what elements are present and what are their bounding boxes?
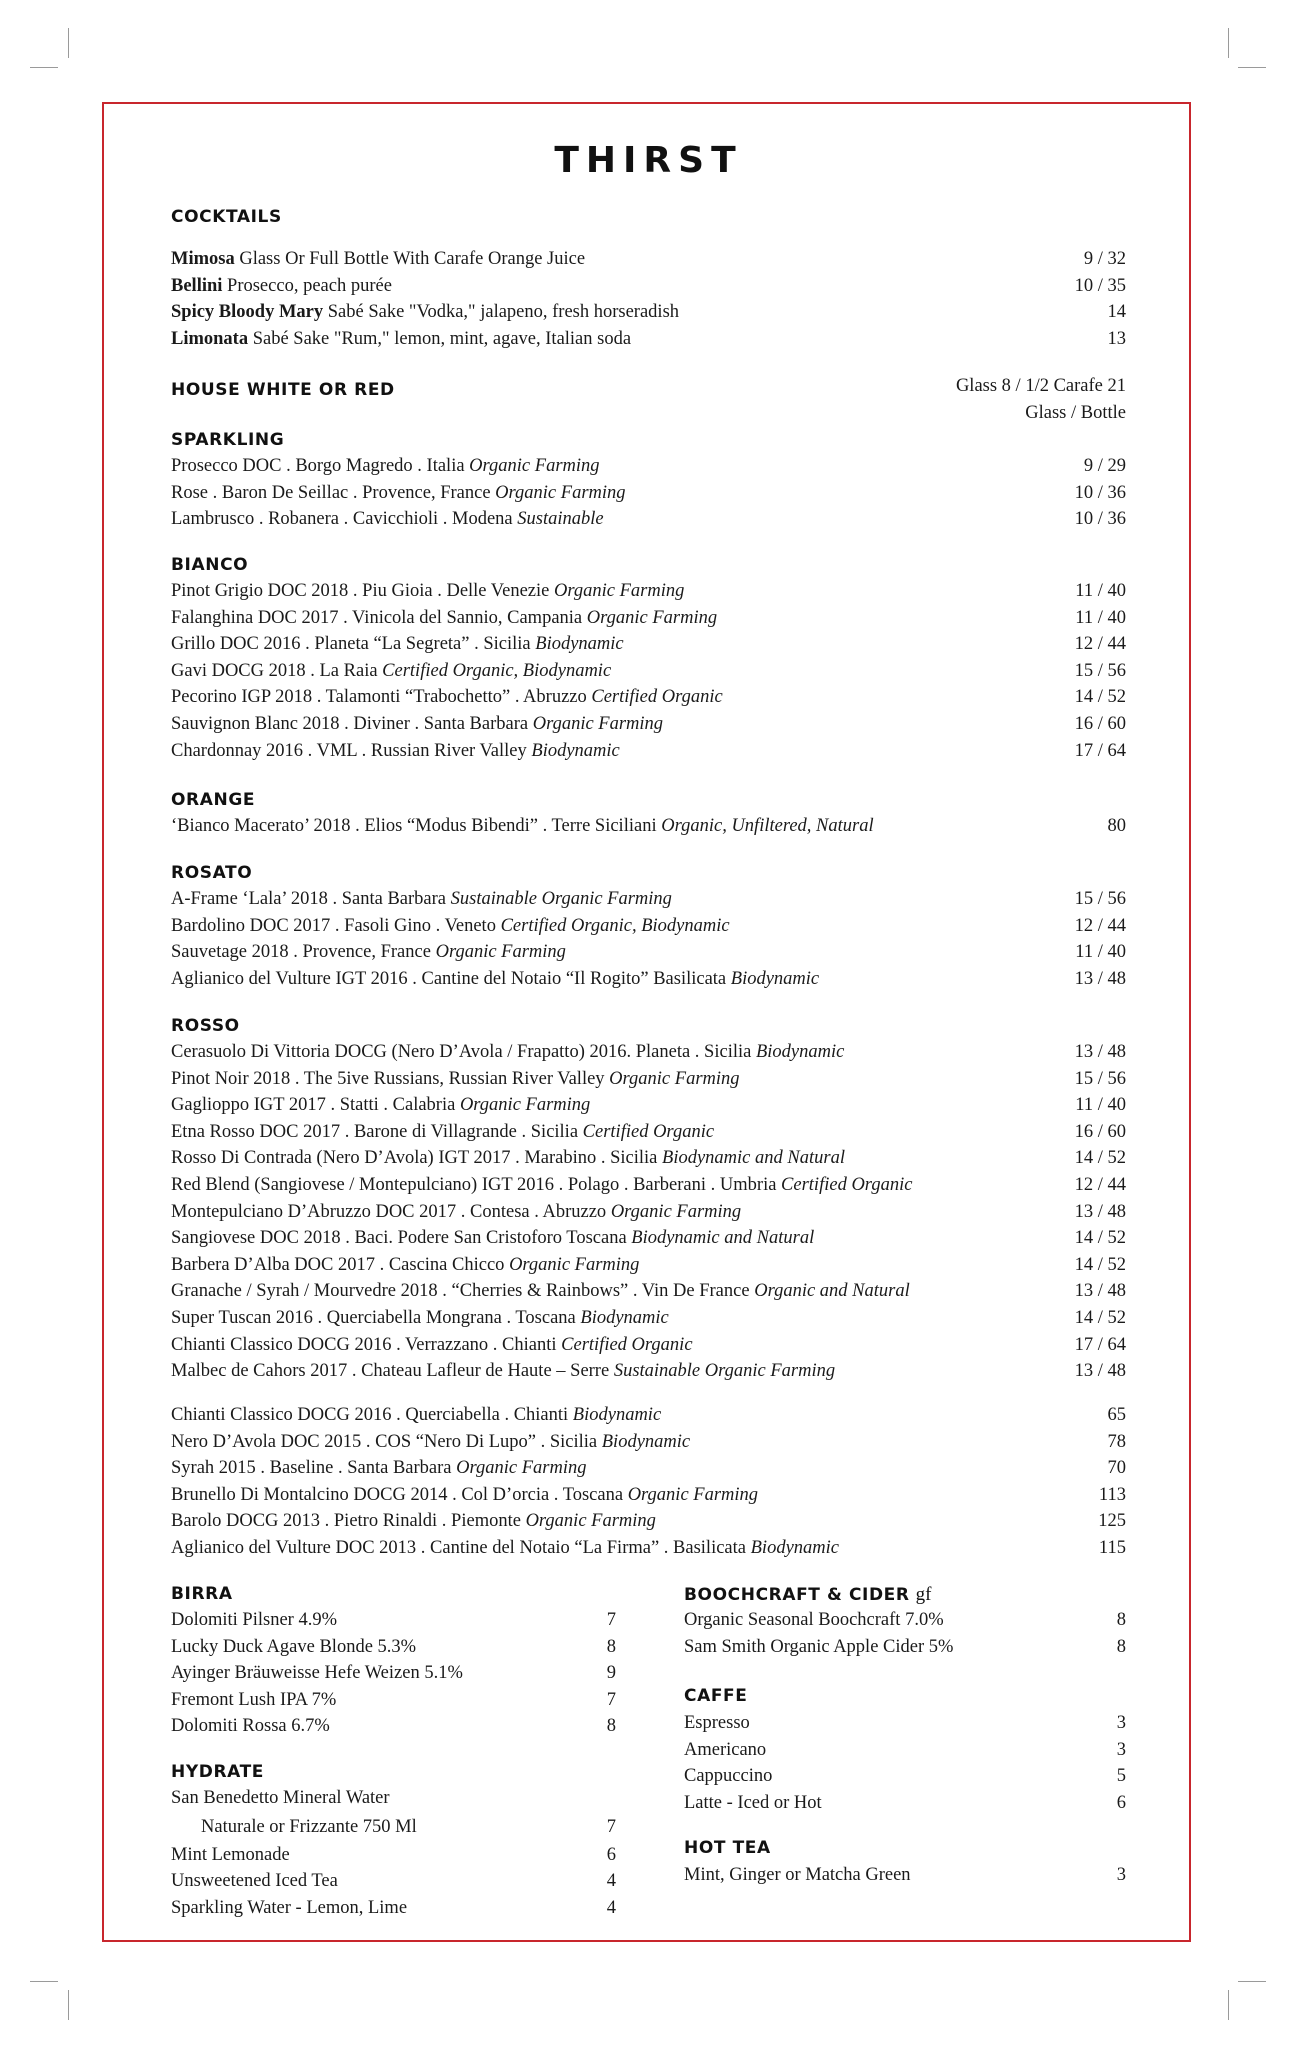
menu-item: Super Tuscan 2016 . Querciabella Mongrana . Toscana Biodynamic 14 / 52 xyxy=(171,1307,1126,1328)
menu-item: Chianti Classico DOCG 2016 . Verrazzano . Chianti Certified Organic 17 / 64 xyxy=(171,1334,1126,1355)
menu-item: Aglianico del Vulture IGT 2016 . Cantine del Notaio “Il Rogito” Basilicata Biodynamic 13 / 48 xyxy=(171,968,1126,989)
menu-item: Fremont Lush IPA 7% 7 xyxy=(171,1689,616,1710)
menu-item: Dolomiti Pilsner 4.9% 7 xyxy=(171,1610,616,1630)
sparkling-list xyxy=(171,453,1126,533)
menu-item: Chardonnay 2016 . VML . Russian River Valley Biodynamic 17 / 64 xyxy=(171,740,1126,761)
crop-mark xyxy=(1238,1981,1266,1982)
menu-item: Gaglioppo IGT 2017 . Statti . Calabria Organic Farming 11 / 40 xyxy=(171,1095,1126,1116)
menu-item: Gavi DOCG 2018 . La Raia Certified Organic, Biodynamic 15 / 56 xyxy=(171,660,1126,681)
menu-item: Rosso Di Contrada (Nero D’Avola) IGT 2017 . Marabino . Sicilia Biodynamic and Natural 14 / 52 xyxy=(171,1148,1126,1169)
menu-item: Spicy Bloody Mary Sabé Sake "Vodka," jalapeno, fresh horseradish 14 xyxy=(171,302,1126,323)
menu-item: Granache / Syrah / Mourvedre 2018 . “Cherries & Rainbows” . Vin De France Organic and Natural 13 / 48 xyxy=(171,1281,1126,1302)
menu-item: Pinot Grigio DOC 2018 . Piu Gioia . Delle Venezie Organic Farming 11 / 40 xyxy=(171,581,1126,601)
house-price-block xyxy=(956,373,1126,427)
menu-item: Nero D’Avola DOC 2015 . COS “Nero Di Lupo” . Sicilia Biodynamic 78 xyxy=(171,1431,1126,1452)
crop-mark xyxy=(68,28,69,58)
menu-item: Sauvetage 2018 . Provence, France Organic Farming 11 / 40 xyxy=(171,942,1126,963)
menu-item: Cerasuolo Di Vittoria DOCG (Nero D’Avola / Frapatto) 2016. Planeta . Sicilia Biodynamic 13 / 48 xyxy=(171,1042,1126,1062)
menu-item: San Benedetto Mineral Water xyxy=(171,1788,390,1808)
menu-item: Red Blend (Sangiovese / Montepulciano) IGT 2016 . Polago . Barberani . Umbria Certified Organic 12 / 44 xyxy=(171,1174,1126,1195)
section-heading-sparkling: SPARKLING xyxy=(171,430,285,450)
menu-item: Pinot Noir 2018 . The 5ive Russians, Russian River Valley Organic Farming 15 / 56 xyxy=(171,1068,1126,1089)
section-heading-bianco: BIANCO xyxy=(171,555,249,575)
house-price: Glass 8 / 1/2 Carafe 21 xyxy=(955,376,1126,396)
rosato-list xyxy=(171,886,1126,992)
orange-list xyxy=(171,813,1126,840)
menu-item: Pecorino IGP 2018 . Talamonti “Trabochetto” . Abruzzo Certified Organic 14 / 52 xyxy=(171,687,1126,708)
menu-item: Brunello Di Montalcino DOCG 2014 . Col D’orcia . Toscana Organic Farming 113 xyxy=(171,1484,1126,1505)
crop-mark xyxy=(30,67,58,68)
menu-item: Organic Seasonal Boochcraft 7.0% 8 xyxy=(684,1610,1126,1630)
section-heading-orange: ORANGE xyxy=(171,790,256,810)
menu-item: Syrah 2015 . Baseline . Santa Barbara Organic Farming 70 xyxy=(171,1458,1126,1479)
menu-item: Limonata Sabé Sake "Rum," lemon, mint, agave, Italian soda 13 xyxy=(171,328,1126,349)
menu-item: Dolomiti Rossa 6.7% 8 xyxy=(171,1716,616,1737)
rosso-list xyxy=(171,1039,1126,1385)
birra-list xyxy=(171,1607,616,1740)
menu-item: Lucky Duck Agave Blonde 5.3% 8 xyxy=(171,1636,616,1657)
menu-item: Cappuccino 5 xyxy=(684,1766,1126,1787)
menu-item: Etna Rosso DOC 2017 . Barone di Villagrande . Sicilia Certified Organic 16 / 60 xyxy=(171,1121,1126,1142)
glass-bottle-label: Glass / Bottle xyxy=(1025,403,1126,423)
menu-item: Barolo DOCG 2013 . Pietro Rinaldi . Piemonte Organic Farming 125 xyxy=(171,1511,1126,1532)
menu-item: Falanghina DOC 2017 . Vinicola del Sannio, Campania Organic Farming 11 / 40 xyxy=(171,607,1126,628)
menu-item: Naturale or Frizzante 750 Ml 7 xyxy=(201,1816,616,1837)
hydrate-list xyxy=(171,1785,616,1921)
section-heading-rosato: ROSATO xyxy=(171,863,253,883)
crop-mark xyxy=(1228,28,1229,58)
menu-item: Chianti Classico DOCG 2016 . Querciabella . Chianti Biodynamic 65 xyxy=(171,1405,1126,1425)
menu-item: Bellini Prosecco, peach purée 10 / 35 xyxy=(171,275,1126,296)
section-heading-house: HOUSE WHITE OR RED xyxy=(171,380,395,400)
menu-item: Sparkling Water - Lemon, Lime 4 xyxy=(171,1897,616,1918)
menu-item: Malbec de Cahors 2017 . Chateau Lafleur de Haute – Serre Sustainable Organic Farming 13 / 48 xyxy=(171,1361,1126,1382)
rosso-bottle-list xyxy=(171,1402,1126,1562)
cocktails-list xyxy=(171,246,1126,352)
menu-item: Latte - Iced or Hot 6 xyxy=(684,1792,1126,1813)
menu-item: Barbera D’Alba DOC 2017 . Cascina Chicco Organic Farming 14 / 52 xyxy=(171,1254,1126,1275)
boochcraft-heading: BOOCHCRAFT & CIDER xyxy=(684,1585,910,1605)
boochcraft-list xyxy=(684,1607,1126,1660)
crop-mark xyxy=(1228,1990,1229,2020)
menu-item: Americano 3 xyxy=(684,1739,1126,1760)
section-heading-hydrate: HYDRATE xyxy=(171,1762,264,1782)
menu-item: Mint, Ginger or Matcha Green 3 xyxy=(684,1865,1126,1885)
menu-item: Mint Lemonade 6 xyxy=(171,1844,616,1865)
section-heading-caffe: CAFFE xyxy=(684,1686,748,1706)
section-heading-cocktails: COCKTAILS xyxy=(171,207,282,227)
menu-item: A-Frame ‘Lala’ 2018 . Santa Barbara Sustainable Organic Farming 15 / 56 xyxy=(171,889,1126,909)
menu-item: Prosecco DOC . Borgo Magredo . Italia Organic Farming 9 / 29 xyxy=(171,456,1126,476)
menu-item: Rose . Baron De Seillac . Provence, France Organic Farming 10 / 36 xyxy=(171,482,1126,503)
caffe-list xyxy=(684,1710,1126,1816)
crop-mark xyxy=(68,1990,69,2020)
menu-item: Sauvignon Blanc 2018 . Diviner . Santa Barbara Organic Farming 16 / 60 xyxy=(171,713,1126,734)
menu-item: Sangiovese DOC 2018 . Baci. Podere San Cristoforo Toscana Biodynamic and Natural 14 / 52 xyxy=(171,1228,1126,1249)
menu-item: Ayinger Bräuweisse Hefe Weizen 5.1% 9 xyxy=(171,1663,616,1684)
section-heading-hot-tea: HOT TEA xyxy=(684,1838,771,1858)
menu-item: Unsweetened Iced Tea 4 xyxy=(171,1871,616,1892)
menu-item: ‘Bianco Macerato’ 2018 . Elios “Modus Bibendi” . Terre Siciliani Organic, Unfiltered, Natural 80 xyxy=(171,816,1126,836)
menu-item: Grillo DOC 2016 . Planeta “La Segreta” . Sicilia Biodynamic 12 / 44 xyxy=(171,634,1126,655)
section-heading-boochcraft xyxy=(684,1584,931,1606)
menu-title: THIRST xyxy=(554,140,743,181)
menu-item: Lambrusco . Robanera . Cavicchioli . Modena Sustainable 10 / 36 xyxy=(171,509,1126,530)
menu-item: Mimosa Glass Or Full Bottle With Carafe Orange Juice 9 / 32 xyxy=(171,249,1126,269)
crop-mark xyxy=(30,1981,58,1982)
bianco-list xyxy=(171,578,1126,764)
menu-item: Aglianico del Vulture DOC 2013 . Cantine del Notaio “La Firma” . Basilicata Biodynamic 115 xyxy=(171,1537,1126,1558)
menu-item: Espresso 3 xyxy=(684,1713,1126,1733)
menu-item: Montepulciano D’Abruzzo DOC 2017 . Contesa . Abruzzo Organic Farming 13 / 48 xyxy=(171,1201,1126,1222)
menu-item: Bardolino DOC 2017 . Fasoli Gino . Veneto Certified Organic, Biodynamic 12 / 44 xyxy=(171,915,1126,936)
crop-mark xyxy=(1238,67,1266,68)
section-heading-rosso: ROSSO xyxy=(171,1016,240,1036)
gluten-free-marker: gf xyxy=(915,1584,932,1605)
hot-tea-list xyxy=(684,1862,1126,1889)
section-heading-birra: BIRRA xyxy=(171,1584,233,1604)
menu-item: Sam Smith Organic Apple Cider 5% 8 xyxy=(684,1636,1126,1657)
